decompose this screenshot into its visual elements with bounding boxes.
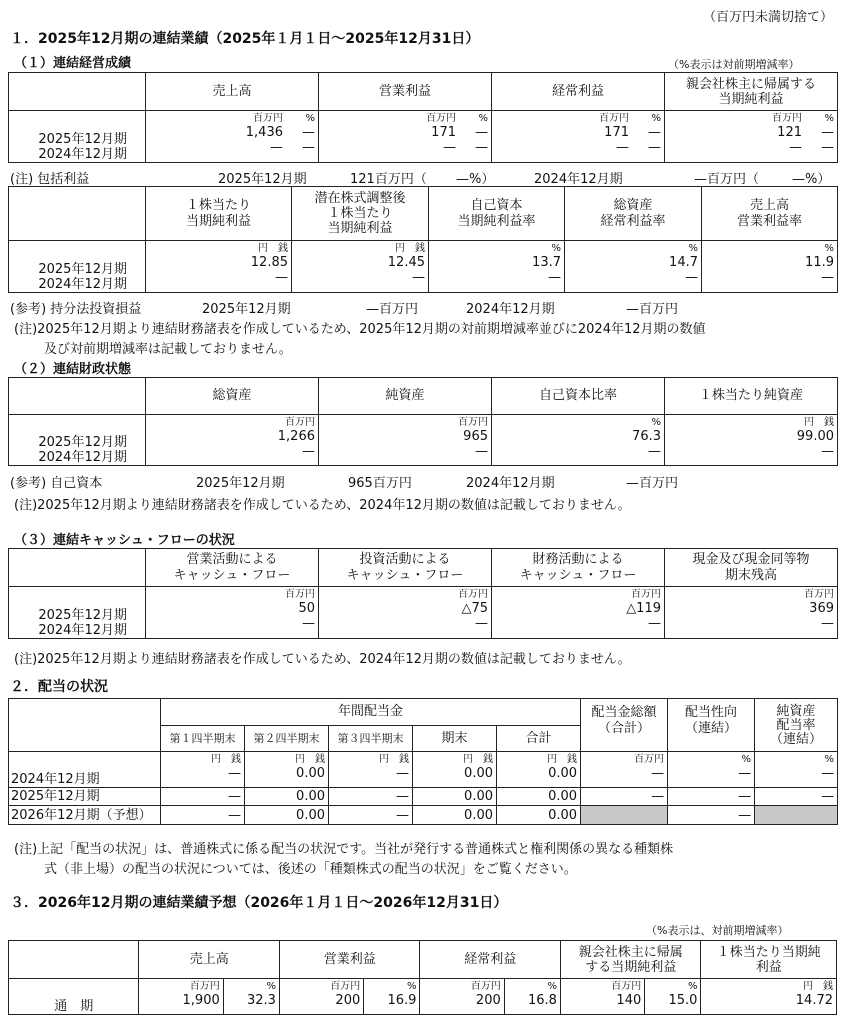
value: — — [821, 766, 835, 781]
value: — — [581, 788, 668, 806]
equity-value2: —百万円 — [626, 476, 679, 491]
row-label-2025: 2025年12月期 — [38, 262, 127, 277]
value: 0.00 — [245, 806, 329, 825]
equity-method-value2: —百万円 — [626, 302, 679, 317]
comprehensive-income-value1: 121百万円（ — [350, 172, 427, 187]
unit-label: 百万円 — [458, 417, 488, 428]
value: — — [228, 766, 241, 781]
corner-cell — [9, 549, 146, 587]
value: 965 — [463, 429, 488, 444]
header-doe: 純資産 配当率 （連結） — [755, 699, 838, 752]
value: 171 — [604, 125, 629, 140]
header-total-dividends: 配当金総額 （合計） — [581, 699, 668, 752]
value: — — [396, 766, 409, 781]
cell-ordinary-profit — [492, 111, 665, 163]
unit-label: % — [688, 243, 698, 254]
unit-label: 円 銭 — [258, 243, 288, 254]
value: — — [475, 140, 488, 155]
section1-title: １．2025年12月期の連結業績（2025年１月１日～2025年12月31日） — [10, 31, 480, 47]
value: — — [548, 270, 561, 285]
cell-operating-cf — [146, 587, 319, 639]
comprehensive-income-value2: —百万円（ — [694, 172, 760, 187]
unit-label: % — [547, 981, 557, 992]
cell-sales — [146, 111, 319, 163]
value: 16.9 — [387, 993, 417, 1008]
value: — — [302, 616, 315, 631]
value: — — [302, 125, 315, 140]
value: 1,266 — [277, 429, 315, 444]
unit-pct: % — [478, 113, 488, 124]
cell-cash-end — [665, 587, 838, 639]
unit-label: % — [406, 981, 417, 992]
unit-label: 円 銭 — [211, 754, 241, 765]
header-total-assets: 総資産 — [146, 378, 319, 415]
equity-method-period2: 2024年12月期 — [466, 302, 555, 317]
unit-label: 円 銭 — [295, 754, 325, 765]
unit-label: 百万円 — [599, 113, 629, 124]
value: 0.00 — [464, 766, 493, 781]
header-year-end: 期末 — [413, 726, 497, 752]
cell-operating-profit — [319, 111, 492, 163]
unit-label: 百万円 — [285, 589, 315, 600]
header-cash-end: 現金及び現金同等物 期末残高 — [665, 549, 838, 587]
value: — — [475, 444, 488, 459]
header-operating-cf: 営業活動による キャッシュ・フロー — [146, 549, 319, 587]
unit-label: 百万円 — [631, 589, 661, 600]
cell-investing-cf — [319, 587, 492, 639]
header-roa: 総資産 経常利益率 — [565, 187, 702, 241]
header-total: 合計 — [497, 726, 581, 752]
value: — — [821, 444, 834, 459]
comprehensive-income-period2: 2024年12月期 — [534, 172, 623, 187]
section3-title: ３．2026年12月期の連結業績予想（2026年１月１日～2026年12月31日） — [10, 895, 508, 911]
unit-label: 百万円 — [804, 589, 834, 600]
value: — — [821, 270, 834, 285]
value: — — [821, 616, 834, 631]
unit-label: 百万円 — [189, 981, 220, 992]
unit-label: 百万円 — [470, 981, 501, 992]
header-roe: 自己資本 当期純利益率 — [429, 187, 565, 241]
value: △119 — [626, 601, 661, 616]
header-net-assets: 純資産 — [319, 378, 492, 415]
value: 12.85 — [250, 255, 288, 270]
value: — — [270, 140, 283, 155]
value: — — [161, 806, 245, 825]
unit-label: % — [824, 754, 835, 765]
header-q1: 第１四半期末 — [161, 726, 245, 752]
subsection-financial-position: （２）連結財政状態 — [14, 362, 132, 377]
unit-label: 百万円 — [253, 113, 283, 124]
value: 11.9 — [805, 255, 834, 270]
equity-method-label: (参考) 持分法投資損益 — [10, 302, 142, 317]
value: 0.00 — [413, 806, 497, 825]
header-operating-margin: 売上高 営業利益率 — [702, 187, 838, 241]
operating-results-table — [8, 72, 838, 163]
equity-label: (参考) 自己資本 — [10, 476, 103, 491]
value: — — [651, 766, 665, 781]
value: 200 — [335, 993, 361, 1008]
cell-roe — [429, 241, 565, 293]
note-3: (注)2025年12月期より連結財務諸表を作成しているため、2024年12月期の数値は記載しておりません。 — [14, 652, 631, 667]
header-equity-ratio: 自己資本比率 — [492, 378, 665, 415]
header-net-income: 親会社株主に帰属 する当期純利益 — [560, 941, 701, 979]
header-q2: 第２四半期末 — [245, 726, 329, 752]
section2-title: ２．配当の状況 — [10, 679, 108, 695]
corner-cell — [9, 187, 146, 241]
equity-method-value1: —百万円 — [366, 302, 419, 317]
financial-position-table — [8, 377, 838, 466]
value: — — [329, 806, 413, 825]
header-operating-profit: 営業利益 — [279, 941, 420, 979]
equity-value1: 965百万円 — [348, 476, 412, 491]
header-payout-ratio: 配当性向 （連結） — [668, 699, 755, 752]
row-label-2025: 2025年12月期 — [38, 608, 127, 623]
value: 0.00 — [548, 766, 578, 781]
value: — — [275, 270, 288, 285]
value: — — [329, 788, 413, 806]
value: 76.3 — [632, 429, 661, 444]
header-sales: 売上高 — [139, 941, 280, 979]
row-label-2024: 2024年12月期 — [38, 147, 127, 162]
header-sales: 売上高 — [146, 73, 319, 111]
comprehensive-income-period1: 2025年12月期 — [218, 172, 307, 187]
value: 200 — [475, 993, 501, 1008]
note-2: (注)2025年12月期より連結財務諸表を作成しているため、2024年12月期の数値は記載しておりません。 — [14, 498, 631, 513]
value: — — [648, 140, 661, 155]
header-ordinary-profit: 経常利益 — [492, 73, 665, 111]
cell-operating-margin — [702, 241, 838, 293]
header-net-income: 親会社株主に帰属する 当期純利益 — [665, 73, 838, 111]
unit-label: % — [824, 243, 834, 254]
shaded-cell — [755, 806, 838, 825]
cell-total-assets — [146, 415, 319, 466]
unit-label: % — [651, 417, 661, 428]
value: — — [475, 616, 488, 631]
value: 16.8 — [528, 993, 557, 1008]
header-q3: 第３四半期末 — [329, 726, 413, 752]
cell-equity-ratio — [492, 415, 665, 466]
corner-cell — [9, 378, 146, 415]
value: — — [821, 125, 834, 140]
comprehensive-income-label: (注) 包括利益 — [10, 172, 90, 187]
value: 14.72 — [795, 993, 833, 1008]
header-diluted-eps: 潜在株式調整後 １株当たり 当期純利益 — [292, 187, 429, 241]
header-eps: １株当たり当期純 利益 — [701, 941, 837, 979]
unit-label: 円 銭 — [463, 754, 493, 765]
value: 50 — [298, 601, 315, 616]
row-label-2025: 2025年12月期 — [38, 435, 127, 450]
equity-period2: 2024年12月期 — [466, 476, 555, 491]
rounding-note: （百万円未満切捨て） — [703, 10, 834, 25]
value: 1,436 — [245, 125, 283, 140]
header-ordinary-profit: 経常利益 — [420, 941, 561, 979]
cash-flows-table — [8, 548, 838, 639]
cell-eps — [146, 241, 292, 293]
subsection-cash-flows: （３）連結キャッシュ・フローの状況 — [14, 533, 235, 548]
unit-pct: % — [305, 113, 315, 124]
subsection-operating-results: （１）連結経営成績 — [14, 56, 132, 71]
forecast-table — [8, 940, 837, 1015]
value: △75 — [461, 601, 488, 616]
cell-diluted-eps — [292, 241, 429, 293]
unit-label: 百万円 — [426, 113, 456, 124]
cell-net-income — [665, 111, 838, 163]
value: — — [755, 788, 838, 806]
unit-label: 円 銭 — [803, 981, 833, 992]
unit-label: 円 銭 — [804, 417, 834, 428]
cell-roa — [565, 241, 702, 293]
value: 171 — [431, 125, 456, 140]
equity-period1: 2025年12月期 — [196, 476, 285, 491]
value: — — [685, 270, 698, 285]
unit-pct: % — [824, 113, 834, 124]
row-label-2025: 2025年12月期 — [38, 132, 127, 147]
row-label-2024: 2024年12月期 — [9, 752, 161, 788]
value: 0.00 — [413, 788, 497, 806]
value: 13.7 — [532, 255, 561, 270]
value: — — [668, 806, 755, 825]
corner-cell — [9, 73, 146, 111]
value: — — [412, 270, 425, 285]
row-label-2026-forecast: 2026年12月期（予想） — [9, 806, 161, 825]
value: 15.0 — [668, 993, 698, 1008]
row-label-2024: 2024年12月期 — [38, 623, 127, 638]
value: 121 — [777, 125, 802, 140]
header-eps: １株当たり 当期純利益 — [146, 187, 292, 241]
header-financing-cf: 財務活動による キャッシュ・フロー — [492, 549, 665, 587]
unit-label: 百万円 — [634, 754, 665, 765]
unit-label: 円 銭 — [395, 243, 425, 254]
corner-cell — [9, 941, 139, 979]
value: 140 — [616, 993, 642, 1008]
shaded-cell — [581, 806, 668, 825]
value: — — [161, 788, 245, 806]
header-operating-profit: 営業利益 — [319, 73, 492, 111]
value: — — [475, 125, 488, 140]
unit-label: % — [551, 243, 561, 254]
cell-financing-cf — [492, 587, 665, 639]
unit-label: % — [687, 981, 698, 992]
cell-net-assets — [319, 415, 492, 466]
row-label-full-year: 通 期 — [9, 979, 139, 1015]
header-annual-dividend: 年間配当金 — [161, 699, 581, 726]
value: — — [302, 444, 315, 459]
unit-label: 百万円 — [285, 417, 315, 428]
value: 369 — [809, 601, 834, 616]
value: 0.00 — [497, 806, 581, 825]
note-1-line1: (注)2025年12月期より連結財務諸表を作成しているため、2025年12月期の対前期増減率並びに2024年12月期の数値 — [14, 322, 706, 337]
value: — — [648, 125, 661, 140]
comprehensive-income-pct2: —%） — [792, 172, 831, 187]
value: 12.45 — [387, 255, 425, 270]
comprehensive-income-pct1: —%） — [456, 172, 495, 187]
unit-pct: % — [651, 113, 661, 124]
value: — — [302, 140, 315, 155]
unit-label: 百万円 — [611, 981, 642, 992]
note-1-line2: 及び対前期増減率は記載しておりません。 — [44, 342, 292, 357]
forecast-pct-note: （%表示は、対前期増減率） — [646, 924, 789, 937]
unit-label: 円 銭 — [379, 754, 409, 765]
header-investing-cf: 投資活動による キャッシュ・フロー — [319, 549, 492, 587]
value: — — [648, 616, 661, 631]
value: — — [789, 140, 802, 155]
row-label-2024: 2024年12月期 — [38, 277, 127, 292]
corner-cell — [9, 699, 161, 752]
pct-note: （%表示は対前期増減率） — [668, 58, 800, 71]
value: — — [738, 766, 752, 781]
value: 32.3 — [247, 993, 276, 1008]
equity-method-period1: 2025年12月期 — [202, 302, 291, 317]
per-share-table — [8, 186, 838, 293]
unit-label: 百万円 — [330, 981, 361, 992]
value: 1,900 — [182, 993, 220, 1008]
value: 14.7 — [669, 255, 698, 270]
row-label-2025: 2025年12月期 — [9, 788, 161, 806]
value: — — [668, 788, 755, 806]
unit-label: 百万円 — [458, 589, 488, 600]
dividend-note-line2: 式（非上場）の配当の状況については、後述の「種類株式の配当の状況」をご覧ください。 — [44, 862, 577, 877]
header-bps: １株当たり純資産 — [665, 378, 838, 415]
dividend-note-line1: (注)上記「配当の状況」は、普通株式に係る配当の状況です。当社が発行する普通株式と権利関係の異なる種類株 — [14, 842, 674, 857]
value: — — [821, 140, 834, 155]
value: — — [616, 140, 629, 155]
unit-label: % — [266, 981, 276, 992]
unit-label: % — [741, 754, 752, 765]
value: 0.00 — [245, 788, 329, 806]
cell-bps — [665, 415, 838, 466]
value: — — [648, 444, 661, 459]
value: 0.00 — [296, 766, 325, 781]
value: — — [443, 140, 456, 155]
dividends-table — [8, 698, 838, 825]
unit-label: 円 銭 — [547, 754, 578, 765]
value: 99.00 — [796, 429, 834, 444]
unit-label: 百万円 — [772, 113, 802, 124]
value: 0.00 — [497, 788, 581, 806]
row-label-2024: 2024年12月期 — [38, 450, 127, 465]
